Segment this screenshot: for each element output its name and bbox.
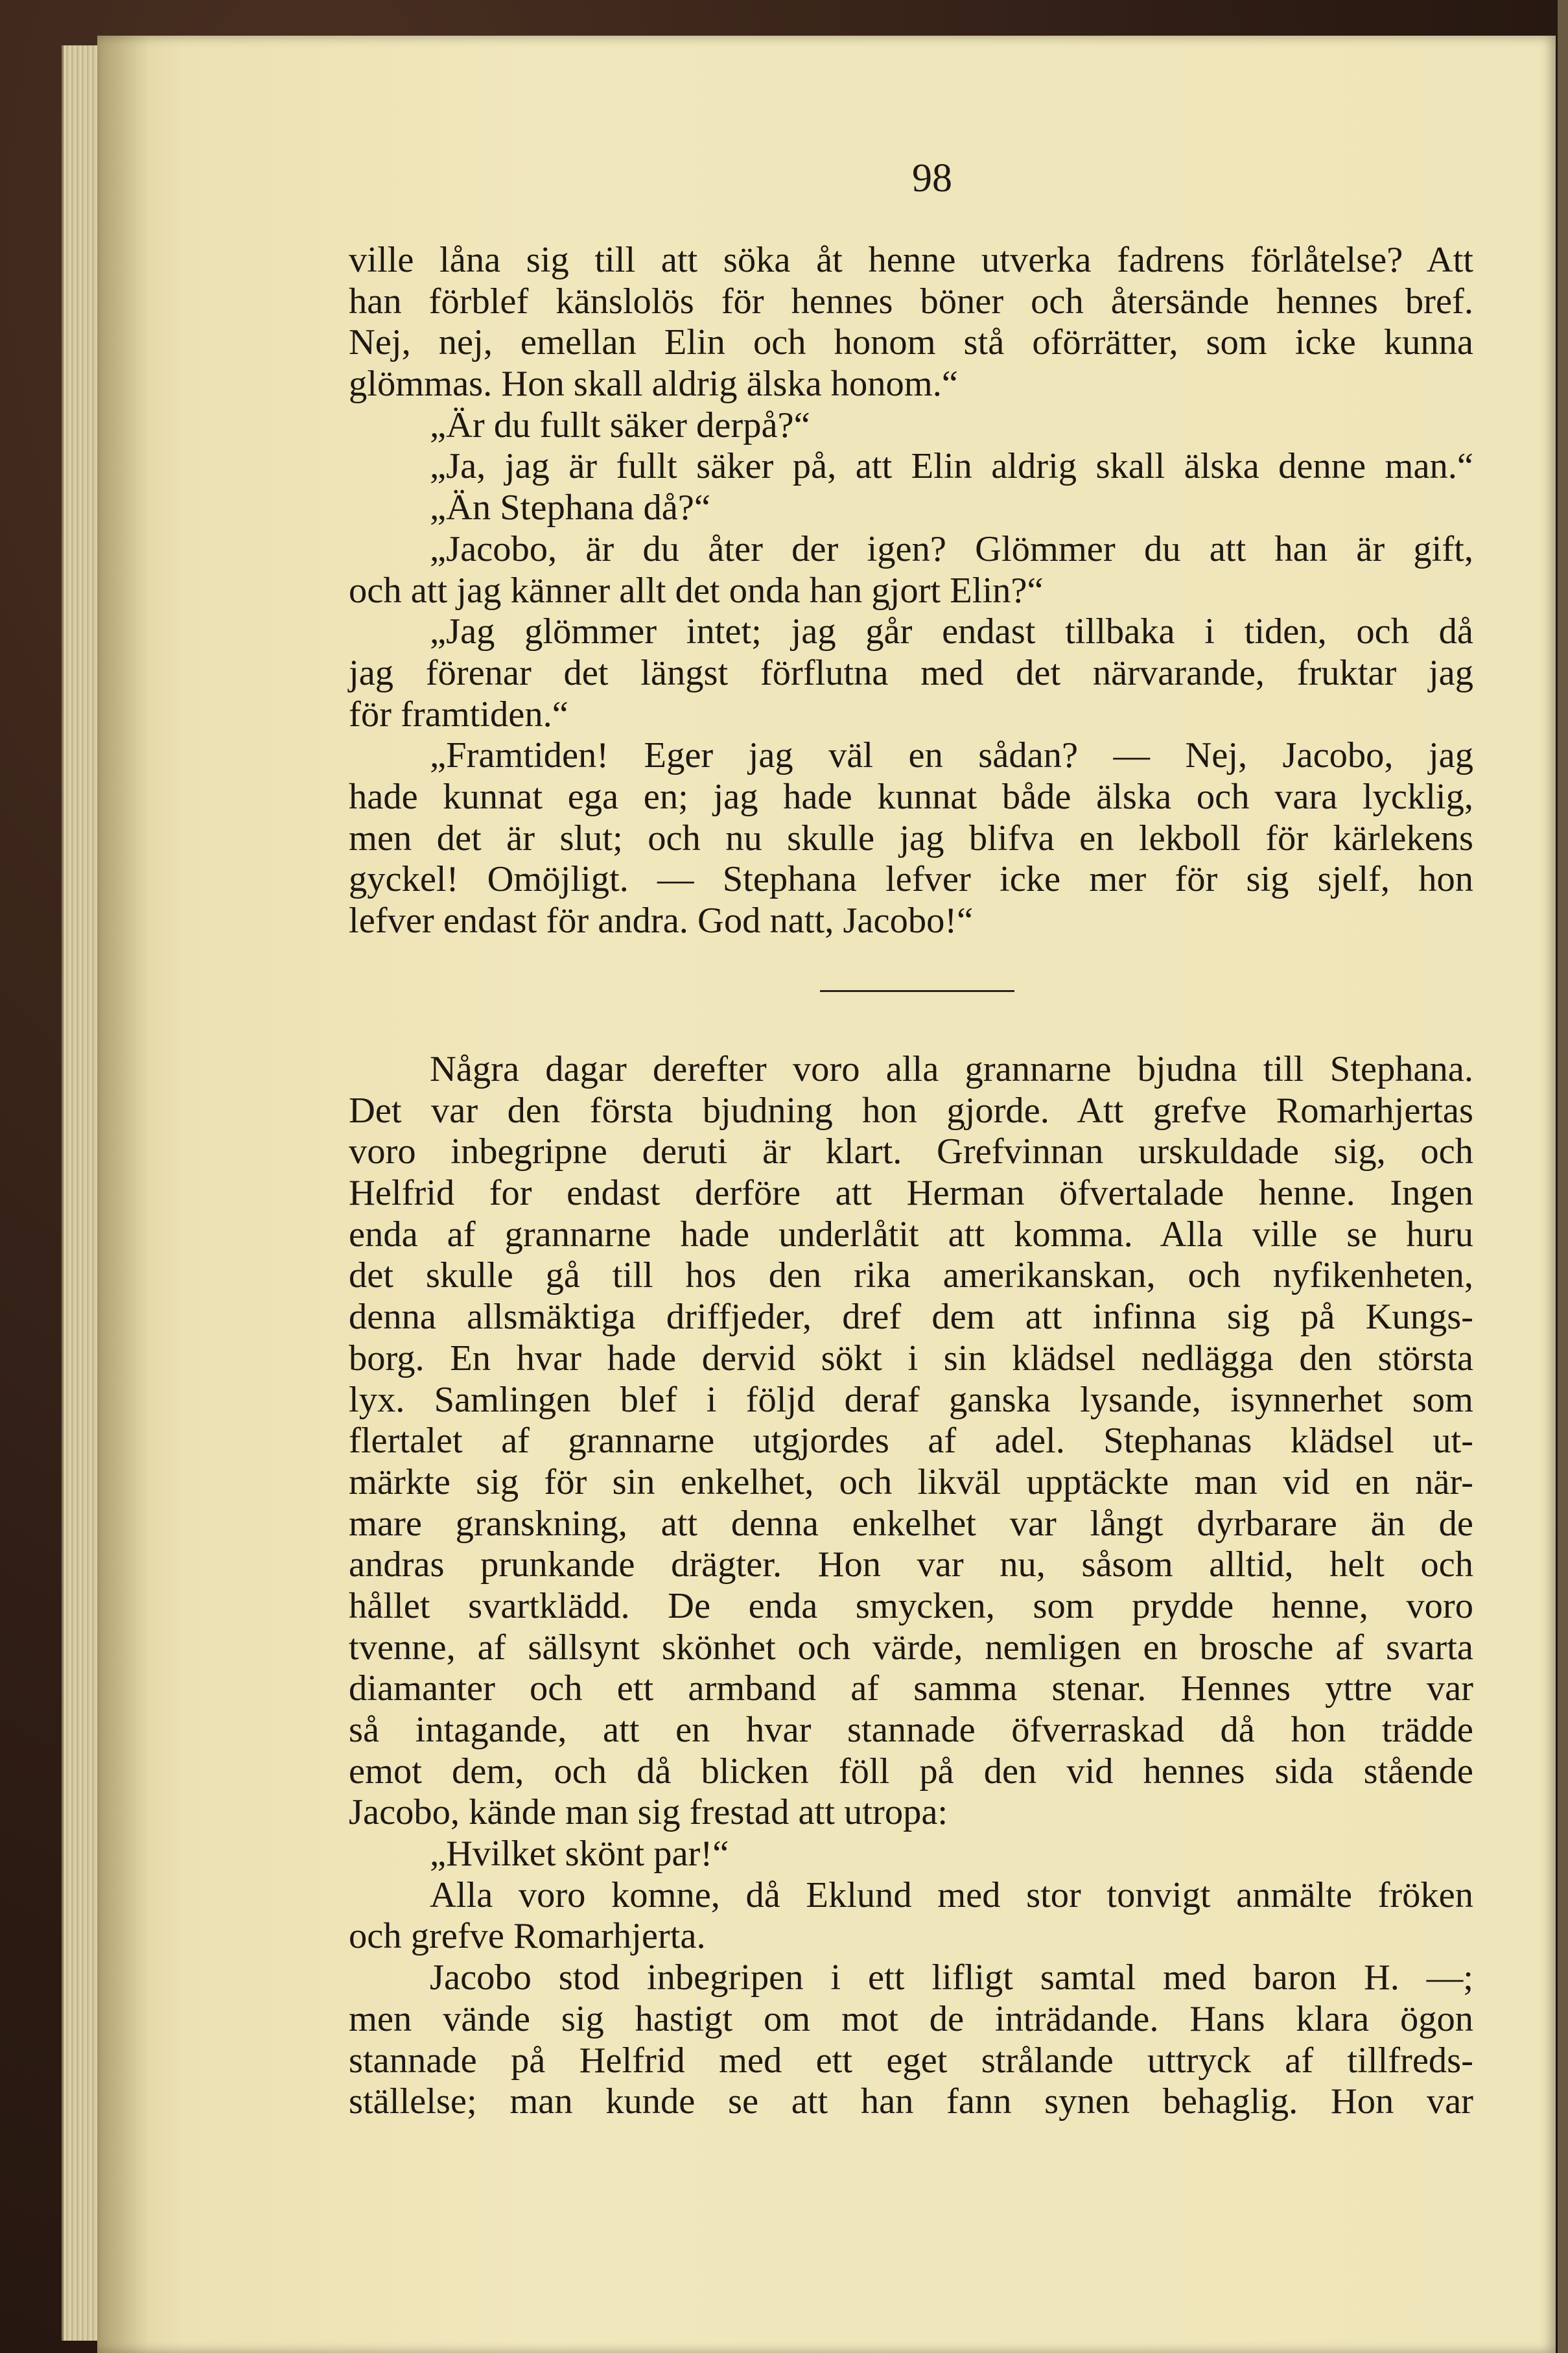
text-line: han förblef känslolös för hennes böner och återsände hennes bref. bbox=[349, 281, 1473, 322]
text-line: voro inbegripne deruti är klart. Grefvinnan urskuldade sig, och bbox=[349, 1131, 1473, 1172]
text-line: Det var den första bjudning hon gjorde. Att grefve Romarhjertas bbox=[349, 1090, 1473, 1131]
text-block-narrative bbox=[349, 1049, 1473, 2123]
text-line: hållet svartklädd. De enda smycken, som prydde henne, voro bbox=[349, 1585, 1473, 1626]
section-divider bbox=[820, 990, 1014, 992]
text-line: för framtiden.“ bbox=[349, 694, 568, 735]
text-line: flertalet af grannarne utgjordes af adel. Stephanas klädsel ut- bbox=[349, 1421, 1473, 1461]
text-line: stannade på Helfrid med ett eget strålande uttryck af tillfreds- bbox=[349, 2040, 1473, 2081]
text-line: „Är du fullt säker derpå?“ bbox=[430, 405, 810, 445]
text-line: jag förenar det längst förflutna med det närvarande, fruktar jag bbox=[349, 652, 1473, 693]
text-line: och att jag känner allt det onda han gjort Elin?“ bbox=[349, 570, 1044, 611]
text-line: ställelse; man kunde se att han fann synen behaglig. Hon var bbox=[349, 2081, 1473, 2122]
text-line: „Framtiden! Eger jag väl en sådan? — Nej, Jacobo, jag bbox=[430, 735, 1473, 776]
text-line: „Jag glömmer intet; jag går endast tillbaka i tiden, och då bbox=[430, 611, 1473, 652]
text-line: denna allsmäktiga driffjeder, dref dem att infinna sig på Kungs- bbox=[349, 1297, 1473, 1338]
text-line: lefver endast för andra. God natt, Jacobo!“ bbox=[349, 901, 974, 941]
text-line: men det är slut; och nu skulle jag blifva en lekboll för kärlekens bbox=[349, 818, 1473, 858]
next-page-edge bbox=[1558, 0, 1568, 2353]
text-line: Jacobo stod inbegripen i ett lifligt samtal med baron H. —; bbox=[430, 1957, 1473, 1998]
text-block-dialogue bbox=[349, 240, 1473, 942]
text-line: „Jacobo, är du åter der igen? Glömmer du att han är gift, bbox=[430, 528, 1473, 569]
text-line: borg. En hvar hade dervid sökt i sin klädsel nedlägga den största bbox=[349, 1338, 1473, 1378]
text-line: „Ja, jag är fullt säker på, att Elin aldrig skall älska denne man.“ bbox=[430, 446, 1473, 487]
page-number: 98 bbox=[912, 156, 952, 200]
text-line: „Hvilket skönt par!“ bbox=[430, 1834, 729, 1874]
text-line: och grefve Romarhjerta. bbox=[349, 1916, 706, 1957]
text-line: ville låna sig till att söka åt henne utverka fadrens förlåtelse? Att bbox=[349, 240, 1473, 280]
text-line: gyckel! Omöjligt. — Stephana lefver icke mer för sig sjelf, hon bbox=[349, 859, 1473, 900]
text-line: Några dagar derefter voro alla grannarne bjudna till Stephana. bbox=[430, 1049, 1473, 1089]
text-line: märkte sig för sin enkelhet, och likväl upptäckte man vid en när- bbox=[349, 1461, 1473, 1502]
text-line: det skulle gå till hos den rika amerikanskan, och nyfikenheten, bbox=[349, 1255, 1473, 1296]
text-line: Jacobo, kände man sig frestad att utropa: bbox=[349, 1792, 948, 1833]
text-line: så intagande, att en hvar stannade öfverraskad då hon trädde bbox=[349, 1710, 1473, 1750]
text-line: Helfrid for endast derföre att Herman öfvertalade henne. Ingen bbox=[349, 1173, 1473, 1214]
text-line: Alla voro komne, då Eklund med stor tonvigt anmälte fröken bbox=[430, 1874, 1473, 1915]
text-line: hade kunnat ega en; jag hade kunnat både älska och vara lycklig, bbox=[349, 776, 1473, 817]
text-line: mare granskning, att denna enkelhet var långt dyrbarare än de bbox=[349, 1503, 1473, 1544]
page-gutter-shadow bbox=[97, 36, 149, 2353]
text-line: „Än Stephana då?“ bbox=[430, 488, 710, 528]
text-line: men vände sig hastigt om mot de inträdande. Hans klara ögon bbox=[349, 1998, 1473, 2039]
text-line: enda af grannarne hade underlåtit att komma. Alla ville se huru bbox=[349, 1214, 1473, 1255]
text-line: andras prunkande drägter. Hon var nu, såsom alltid, helt och bbox=[349, 1544, 1473, 1585]
text-line: glömmas. Hon skall aldrig älska honom.“ bbox=[349, 364, 958, 405]
text-line: diamanter och ett armband af samma stenar. Hennes yttre var bbox=[349, 1668, 1473, 1709]
text-line: emot dem, och då blicken föll på den vid hennes sida stående bbox=[349, 1751, 1473, 1791]
text-line: tvenne, af sällsynt skönhet och värde, nemligen en brosche af svarta bbox=[349, 1627, 1473, 1668]
text-line: Nej, nej, emellan Elin och honom stå oförrätter, som icke kunna bbox=[349, 322, 1473, 363]
text-line: lyx. Samlingen blef i följd deraf ganska lysande, isynnerhet som bbox=[349, 1379, 1473, 1420]
